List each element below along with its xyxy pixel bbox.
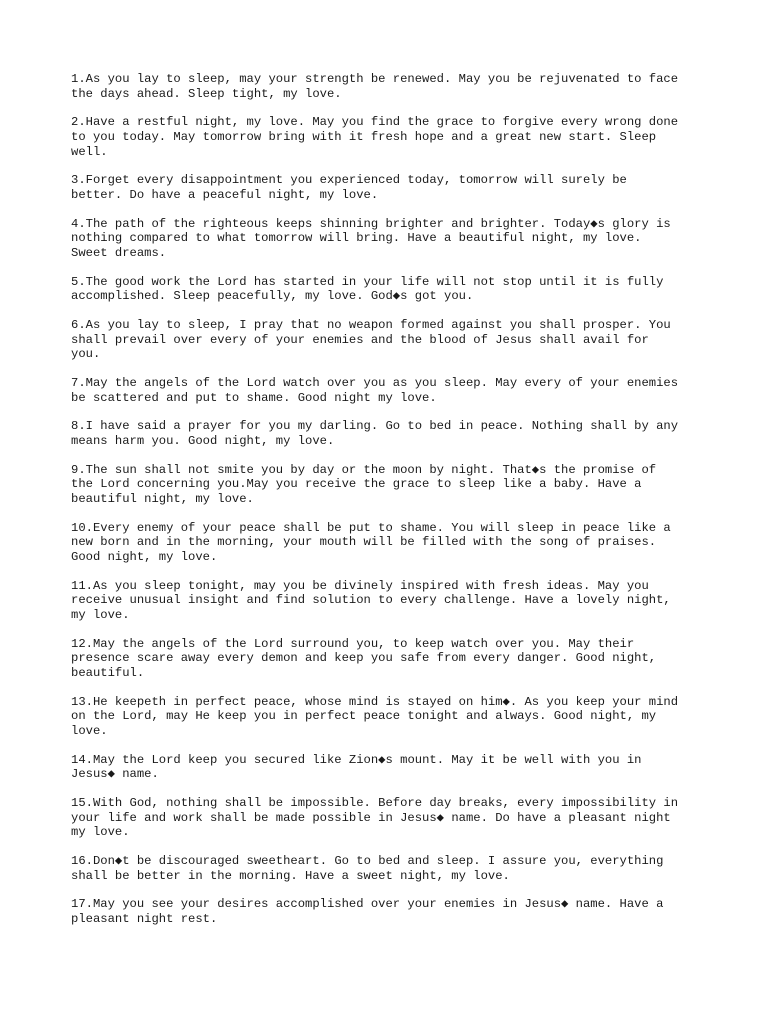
paragraph-15: 15.With God, nothing shall be impossible. Before day breaks, every impossibility in your life and work shall be made possible in Jesus◆ name. Do have a pleasant night my love. [71,796,679,840]
paragraph-2: 2.Have a restful night, my love. May you find the grace to forgive every wrong done to you today. May tomorrow bring with it fresh hope and a great new start. Sleep well. [71,115,679,159]
paragraph-17: 17.May you see your desires accomplished over your enemies in Jesus◆ name. Have a pleasant night rest. [71,897,664,926]
paragraph-3: 3.Forget every disappointment you experienced today, tomorrow will surely be better. Do have a peaceful night, my love. [71,173,627,202]
paragraph-11: 11.As you sleep tonight, may you be divinely inspired with fresh ideas. May you receive unusual insight and find solution to every challenge. Have a lovely night, my love. [71,578,671,622]
paragraph-6: 6.As you lay to sleep, I pray that no weapon formed against you shall prosper. You shall prevail over every of your enemies and the blood of Jesus shall avail for you. [71,318,671,362]
paragraph-7: 7.May the angels of the Lord watch over you as you sleep. May every of your enemies be scattered and put to shame. Good night my love. [71,376,679,405]
paragraph-13: 13.He keepeth in perfect peace, whose mind is stayed on him◆. As you keep your mind on the Lord, may He keep you in perfect peace tonight and always. Good night, my love. [71,694,679,738]
paragraph-9: 9.The sun shall not smite you by day or the moon by night. That◆s the promise of the Lord concerning you.May you receive the grace to sleep like a baby. Have a beautiful night, my love. [71,462,657,506]
document-page [71,72,711,941]
paragraph-16: 16.Don◆t be discouraged sweetheart. Go to bed and sleep. I assure you, everything shall be better in the morning. Have a sweet night, my love. [71,853,664,883]
paragraph-14: 14.May the Lord keep you secured like Zion◆s mount. May it be well with you in Jesus◆ name. [71,752,642,782]
paragraph-12: 12.May the angels of the Lord surround you, to keep watch over you. May their presence scare away every demon and keep you safe from every danger. Good night, beautiful. [71,636,657,680]
paragraph-10: 10.Every enemy of your peace shall be put to shame. You will sleep in peace like a new born and in the morning, your mouth will be filled with the song of praises. Good night, my love. [71,520,671,564]
paragraph-4: 4.The path of the righteous keeps shinning brighter and brighter. Today◆s glory is nothing compared to what tomorrow will bring. Have a beautiful night, my love. Sweet dreams. [71,216,671,260]
paragraph-1: 1.As you lay to sleep, may your strength be renewed. May you be rejuvenated to face the days ahead. Sleep tight, my love. [71,72,679,101]
paragraph-8: 8.I have said a prayer for you my darling. Go to bed in peace. Nothing shall by any means harm you. Good night, my love. [71,419,679,448]
paragraph-5: 5.The good work the Lord has started in your life will not stop until it is fully accomplished. Sleep peacefully, my love. God◆s got you. [71,274,664,304]
